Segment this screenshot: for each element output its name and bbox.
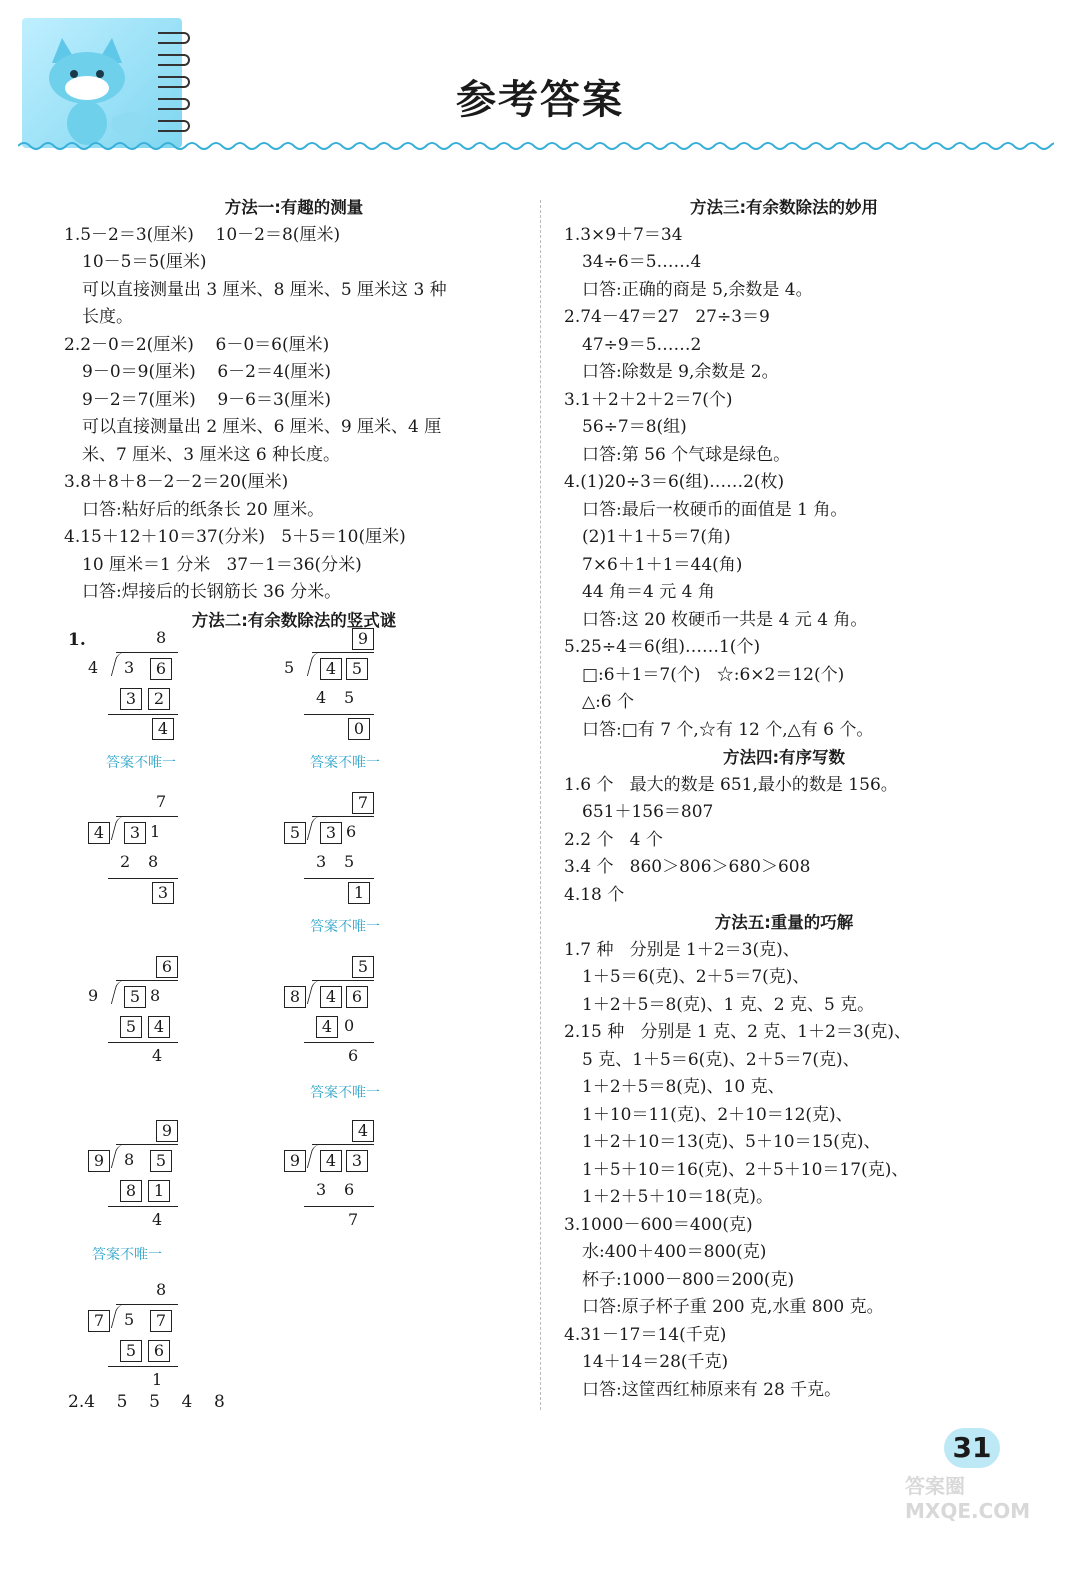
page-title: 参考答案: [456, 77, 624, 123]
answer-line: 4.15＋12＋10＝37(分米) 5＋5＝10(厘米): [64, 527, 406, 547]
note-not-unique: 答案不唯一: [310, 755, 380, 771]
answer-line: 口答:焊接后的长钢筋长 36 分米。: [82, 582, 342, 602]
answer-line: 9－0＝9(厘米) 6－2＝4(厘米): [82, 362, 332, 382]
answer-line: 47÷9＝5……2: [582, 334, 702, 355]
watermark: 答案圈 MXQE.COM: [905, 1474, 1031, 1523]
divisor-digit-box: 9: [284, 1150, 306, 1172]
answer-line: 7×6＋1＋1＝44(角): [582, 554, 743, 575]
divisor-digit-box: 9: [88, 1150, 110, 1172]
subtraction-line: [108, 1206, 178, 1207]
subtraction-line: [108, 1042, 178, 1043]
answer-line: 1＋5＝6(克)、2＋5＝7(克)、: [582, 967, 810, 987]
product-ones: 6: [344, 1180, 355, 1199]
section-heading: 方法二:有余数除法的竖式谜: [191, 610, 397, 630]
answer-line: 口答:这 20 枚硬币一共是 4 元 4 角。: [582, 609, 868, 630]
dividend-ones: 6: [346, 822, 357, 841]
product-tens-box: 4: [316, 1016, 338, 1038]
product-tens-box: 5: [120, 1016, 142, 1038]
answer-line: 1.7 种 分别是 1＋2＝3(克)、: [564, 939, 800, 960]
answer-line: (2)1＋1＋5＝7(角): [582, 527, 731, 547]
answer-line: 4.31－17＝14(千克): [564, 1324, 727, 1345]
q1-label: 1.: [68, 630, 86, 650]
quotient-digit-box: 9: [352, 628, 374, 650]
divisor-digit: 9: [88, 986, 99, 1005]
dividend-ones-box: 3: [346, 1150, 368, 1172]
answer-line: 14＋14＝28(千克): [582, 1352, 729, 1372]
answer-line: 口答:这筐西红柿原来有 28 千克。: [582, 1379, 842, 1400]
answer-line: 1＋2＋5＝8(克)、1 克、2 克、5 克。: [582, 994, 875, 1015]
answer-line: 2.2－0＝2(厘米) 6－0＝6(厘米): [64, 334, 330, 355]
remainder-digit: 4: [152, 1210, 163, 1229]
answer-line: 可以直接测量出 2 厘米、6 厘米、9 厘米、4 厘: [82, 417, 442, 437]
product-ones: 8: [148, 852, 159, 871]
remainder-digit: 1: [152, 1370, 163, 1389]
answer-line: 2.15 种 分别是 1 克、2 克、1＋2＝3(克)、: [564, 1022, 912, 1042]
quotient-digit: 8: [156, 628, 167, 647]
section-heading: 方法四:有序写数: [722, 748, 846, 767]
dividend-tens-box: 4: [320, 1150, 342, 1172]
subtraction-line: [108, 714, 178, 715]
section-heading: 方法三:有余数除法的妙用: [689, 198, 879, 217]
remainder-digit: 4: [152, 1046, 163, 1065]
notebook-rings: [158, 28, 194, 138]
product-tens: 3: [316, 1180, 327, 1199]
answer-line: △:6 个: [582, 692, 635, 712]
dividend-ones-box: 6: [346, 986, 368, 1008]
product-tens: 2: [120, 852, 131, 871]
answer-line: 水:400＋400＝800(克): [582, 1242, 767, 1262]
answer-line: 口答:除数是 9,余数是 2。: [582, 362, 779, 382]
remainder-digit-box: 1: [348, 882, 370, 904]
quotient-digit: 7: [156, 792, 167, 811]
answer-line: 口答:第 56 个气球是绿色。: [582, 444, 791, 465]
note-not-unique: 答案不唯一: [92, 1247, 162, 1263]
right-column: [564, 194, 1004, 1404]
answer-line: 56÷7＝8(组): [582, 417, 687, 437]
subtraction-line: [304, 878, 374, 879]
answer-line: 3.8＋8＋8－2－2＝20(厘米): [64, 472, 289, 492]
dividend-ones-box: 6: [150, 658, 172, 680]
answer-line: 4.(1)20÷3＝6(组)……2(枚): [564, 472, 785, 492]
dividend-tens-box: 5: [124, 986, 146, 1008]
column-divider: [540, 200, 541, 1410]
product-ones: 5: [344, 852, 355, 871]
answer-line: 9－2＝7(厘米) 9－6＝3(厘米): [82, 389, 332, 410]
dividend-ones: 1: [150, 822, 161, 841]
answer-line: 口答:正确的商是 5,余数是 4。: [582, 279, 813, 300]
divisor-digit-box: 8: [284, 986, 306, 1008]
dividend-tens-box: 4: [320, 658, 342, 680]
answer-line: 3.1000－600＝400(克): [564, 1214, 753, 1235]
product-ones-box: 2: [148, 688, 170, 710]
product-tens-box: 8: [120, 1180, 142, 1202]
answer-line: 44 角＝4 元 4 角: [582, 582, 715, 602]
subtraction-line: [304, 1206, 374, 1207]
quotient-digit-box: 5: [352, 956, 374, 978]
dividend-tens-box: 3: [320, 822, 342, 844]
remainder-digit-box: 3: [152, 882, 174, 904]
dividend-ones-box: 7: [150, 1310, 172, 1332]
remainder-digit-box: 0: [348, 718, 370, 740]
answer-line: 651＋156＝807: [582, 802, 714, 822]
page-number: 31: [944, 1428, 1000, 1468]
dividend-tens-box: 3: [124, 822, 146, 844]
note-not-unique: 答案不唯一: [310, 919, 380, 935]
answer-line: 1＋2＋5＝8(克)、10 克、: [582, 1077, 785, 1097]
answer-line: 口答:□有 7 个,☆有 12 个,△有 6 个。: [582, 719, 874, 740]
dividend-ones-box: 5: [150, 1150, 172, 1172]
section-heading: 方法一:有趣的测量: [224, 198, 364, 217]
quotient-digit-box: 6: [156, 956, 178, 978]
answer-line: 5 克、1＋5＝6(克)、2＋5＝7(克)、: [582, 1049, 860, 1070]
answer-line: 2.2 个 4 个: [564, 829, 663, 850]
answer-line: 1＋2＋5＋10＝18(克)。: [582, 1187, 773, 1207]
answer-line: 10－5＝5(厘米): [82, 252, 207, 272]
product-ones-box: 6: [148, 1340, 170, 1362]
divisor-digit-box: 7: [88, 1310, 110, 1332]
answer-line: □:6＋1＝7(个) ☆:6×2＝12(个): [582, 664, 845, 685]
product-ones: 5: [344, 688, 355, 707]
quotient-digit-box: 4: [352, 1120, 374, 1142]
divisor-digit-box: 4: [88, 822, 110, 844]
remainder-digit-box: 4: [152, 718, 174, 740]
remainder-digit: 7: [348, 1210, 359, 1229]
q2-answer: 2.4 5 5 4 8: [68, 1392, 225, 1412]
answer-line: 米、7 厘米、3 厘米这 6 种长度。: [82, 444, 341, 465]
answer-line: 1.5－2＝3(厘米) 10－2＝8(厘米): [64, 224, 341, 245]
section-heading: 方法五:重量的巧解: [714, 913, 854, 932]
answer-line: 长度。: [82, 307, 133, 327]
quotient-digit-box: 7: [352, 792, 374, 814]
product-tens-box: 5: [120, 1340, 142, 1362]
answer-line: 4.18 个: [564, 884, 625, 905]
product-ones-box: 4: [148, 1016, 170, 1038]
answer-line: 3.1＋2＋2＋2＝7(个): [564, 389, 733, 410]
quotient-digit-box: 9: [156, 1120, 178, 1142]
wave-divider: [18, 138, 1054, 154]
answer-line: 口答:最后一枚硬币的面值是 1 角。: [582, 499, 848, 520]
dividend-tens: 8: [124, 1150, 135, 1169]
answer-line: 1.6 个 最大的数是 651,最小的数是 156。: [564, 774, 898, 795]
product-ones: 0: [344, 1016, 355, 1035]
left-column: [64, 194, 524, 634]
quotient-digit: 8: [156, 1280, 167, 1299]
product-tens-box: 3: [120, 688, 142, 710]
subtraction-line: [108, 878, 178, 879]
answer-line: 2.74－47＝27 27÷3＝9: [564, 307, 770, 327]
dividend-tens: 3: [124, 658, 135, 677]
dividend-ones-box: 5: [346, 658, 368, 680]
dividend-ones: 8: [150, 986, 161, 1005]
product-tens: 3: [316, 852, 327, 871]
product-tens: 4: [316, 688, 327, 707]
answer-line: 可以直接测量出 3 厘米、8 厘米、5 厘米这 3 种: [82, 279, 447, 300]
answer-line: 5.25÷4＝6(组)……1(个): [564, 637, 761, 657]
divisor-digit-box: 5: [284, 822, 306, 844]
answer-line: 10 厘米＝1 分米 37－1＝36(分米): [82, 554, 362, 575]
remainder-digit: 6: [348, 1046, 359, 1065]
answer-line: 1＋2＋10＝13(克)、5＋10＝15(克)、: [582, 1132, 881, 1152]
answer-line: 1.3×9＋7＝34: [564, 224, 683, 245]
divisor-digit: 4: [88, 658, 99, 677]
product-ones-box: 1: [148, 1180, 170, 1202]
answer-line: 杯子:1000－800＝200(克): [582, 1269, 795, 1290]
subtraction-line: [304, 714, 374, 715]
divisor-digit: 5: [284, 658, 295, 677]
note-not-unique: 答案不唯一: [310, 1085, 380, 1101]
answer-line: 口答:粘好后的纸条长 20 厘米。: [82, 499, 325, 520]
dividend-tens: 5: [124, 1310, 135, 1329]
answer-line: 1＋5＋10＝16(克)、2＋5＋10＝17(克)、: [582, 1159, 909, 1180]
subtraction-line: [108, 1366, 178, 1367]
answer-line: 1＋10＝11(克)、2＋10＝12(克)、: [582, 1104, 853, 1125]
answer-line: 3.4 个 860＞806＞680＞608: [564, 857, 811, 877]
subtraction-line: [304, 1042, 374, 1043]
note-not-unique: 答案不唯一: [106, 755, 176, 771]
answer-line: 口答:原子杯子重 200 克,水重 800 克。: [582, 1297, 884, 1317]
answer-line: 34÷6＝5……4: [582, 252, 702, 272]
dividend-tens-box: 4: [320, 986, 342, 1008]
